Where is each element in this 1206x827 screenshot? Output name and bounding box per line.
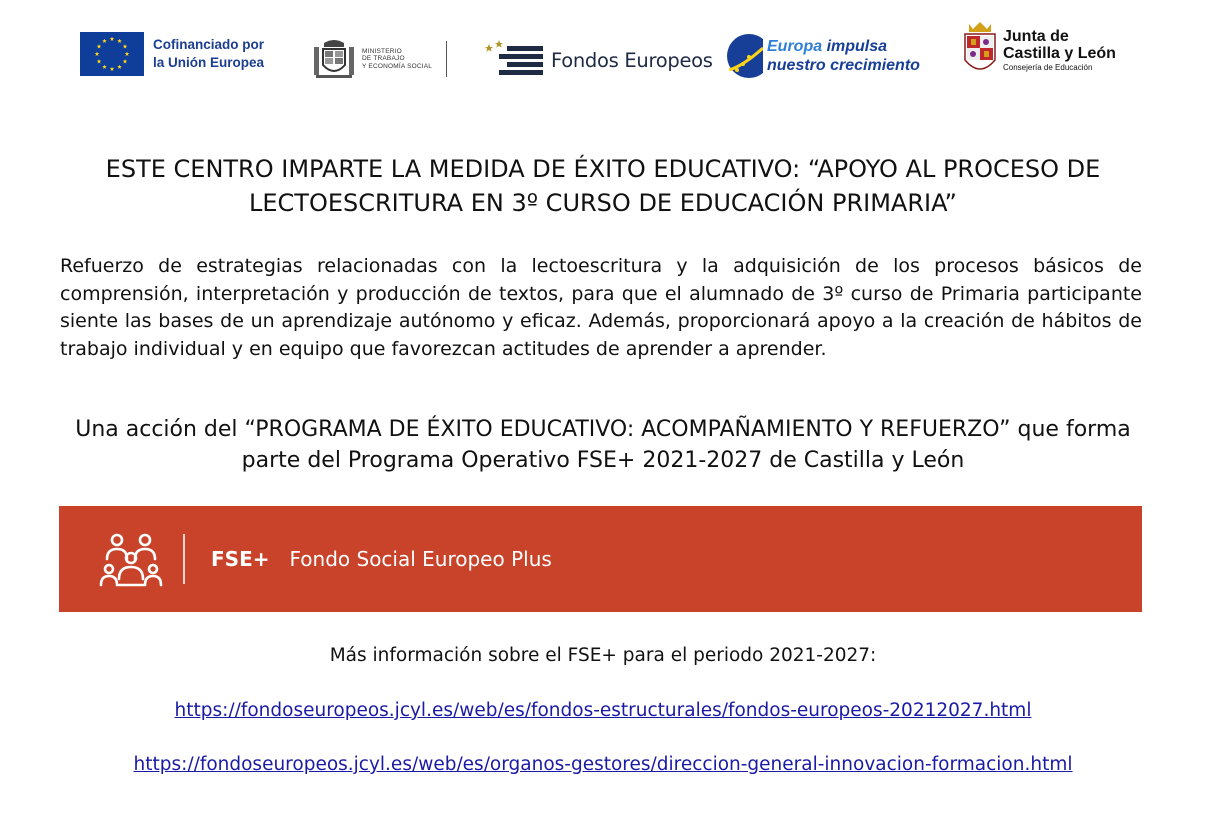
junta-line2: Castilla y León [1003,44,1116,62]
eu-star-icon [117,65,122,69]
link-fondos-europeos-container [55,697,1151,724]
link-organos-gestores[interactable]: https://fondoseuropeos.jcyl.es/web/es/organos-gestores/direccion-general-innovacion-formacion.html [133,754,1073,775]
eu-star-icon [110,37,115,41]
banner-name: Fondo Social Europeo Plus [289,547,552,571]
eu-star-icon [110,67,115,71]
europa-impulsa-line2: nuestro crecimiento [767,57,920,74]
junta-line3: Consejería de Educación [1003,62,1093,72]
europa-impulsa-logo [727,30,920,82]
eu-star-icon [102,65,107,69]
eu-flag-icon [80,32,144,76]
eu-logo [80,32,264,76]
description-paragraph: Refuerzo de estrategias relacionadas con la lectoescritura y la adquisición de los procesos básicos de comprensión, interpretación y producción de textos, para que el alumnado de 3º curso de Primaria participante siente las bases de un aprendizaje autónomo y eficaz. Además, proporcionará apoyo a la creación de hábitos de trabajo individual y en equipo que favorezcan actitudes de aprender a aprender. [60,255,1142,360]
fse-plus-banner [59,506,1142,612]
ministerio-logo [312,37,447,81]
program-subtitle: Una acción del “PROGRAMA DE ÉXITO EDUCATIVO: ACOMPAÑAMIENTO Y REFUERZO” que forma parte del Programa Operativo FSE+ 2021-2027 de Castilla y León [75,417,1131,473]
banner-divider [183,534,185,584]
europa-impulsa-line1 [767,37,920,56]
eu-star-icon [97,59,102,63]
fondos-europeos-label: Fondos Europeos [551,48,713,72]
eu-star-icon [123,44,128,48]
europa-word: Europa [767,38,823,55]
banner-abbreviation: FSE+ [211,547,270,571]
junta-castilla-leon-logo [963,20,1116,80]
logo-strip [0,0,1206,110]
ministerio-line3: Y ECONOMÍA SOCIAL [362,62,433,70]
eu-text-line2: la Unión Europea [153,55,265,70]
eu-star-icon [97,44,102,48]
eu-star-icon [117,39,122,43]
eu-star-icon [123,59,128,63]
eu-star-icon [125,52,130,56]
ministerio-line2: DE TRABAJO [362,55,405,63]
eu-star-icon [95,52,100,56]
logo-divider [446,41,447,77]
eu-star-icon [102,39,107,43]
more-info-text: Más información sobre el FSE+ para el periodo 2021-2027: [329,645,877,666]
eu-text-line1: Cofinanciado por [153,37,264,52]
page-title: ESTE CENTRO IMPARTE LA MEDIDA DE ÉXITO EDUCATIVO: “APOYO AL PROCESO DE LECTOESCRITURA EN 3º CURSO DE EDUCACIÓN PRIMARIA” [105,155,1101,217]
link-fondos-europeos[interactable]: https://fondoseuropeos.jcyl.es/web/es/fondos-estructurales/fondos-europeos-20212027.html [174,700,1032,721]
impulsa-word: impulsa [826,38,888,55]
ministerio-line1: MINISTERIO [362,47,402,55]
castilla-leon-shield-icon [963,20,997,80]
spain-coat-of-arms-icon [312,37,356,81]
link-organos-gestores-container [55,751,1151,778]
fondos-europeos-logo [485,40,713,80]
people-group-icon [99,531,163,587]
europa-impulsa-icon [727,30,763,82]
junta-line1: Junta de [1003,27,1069,45]
fondos-europeos-icon [485,40,545,80]
